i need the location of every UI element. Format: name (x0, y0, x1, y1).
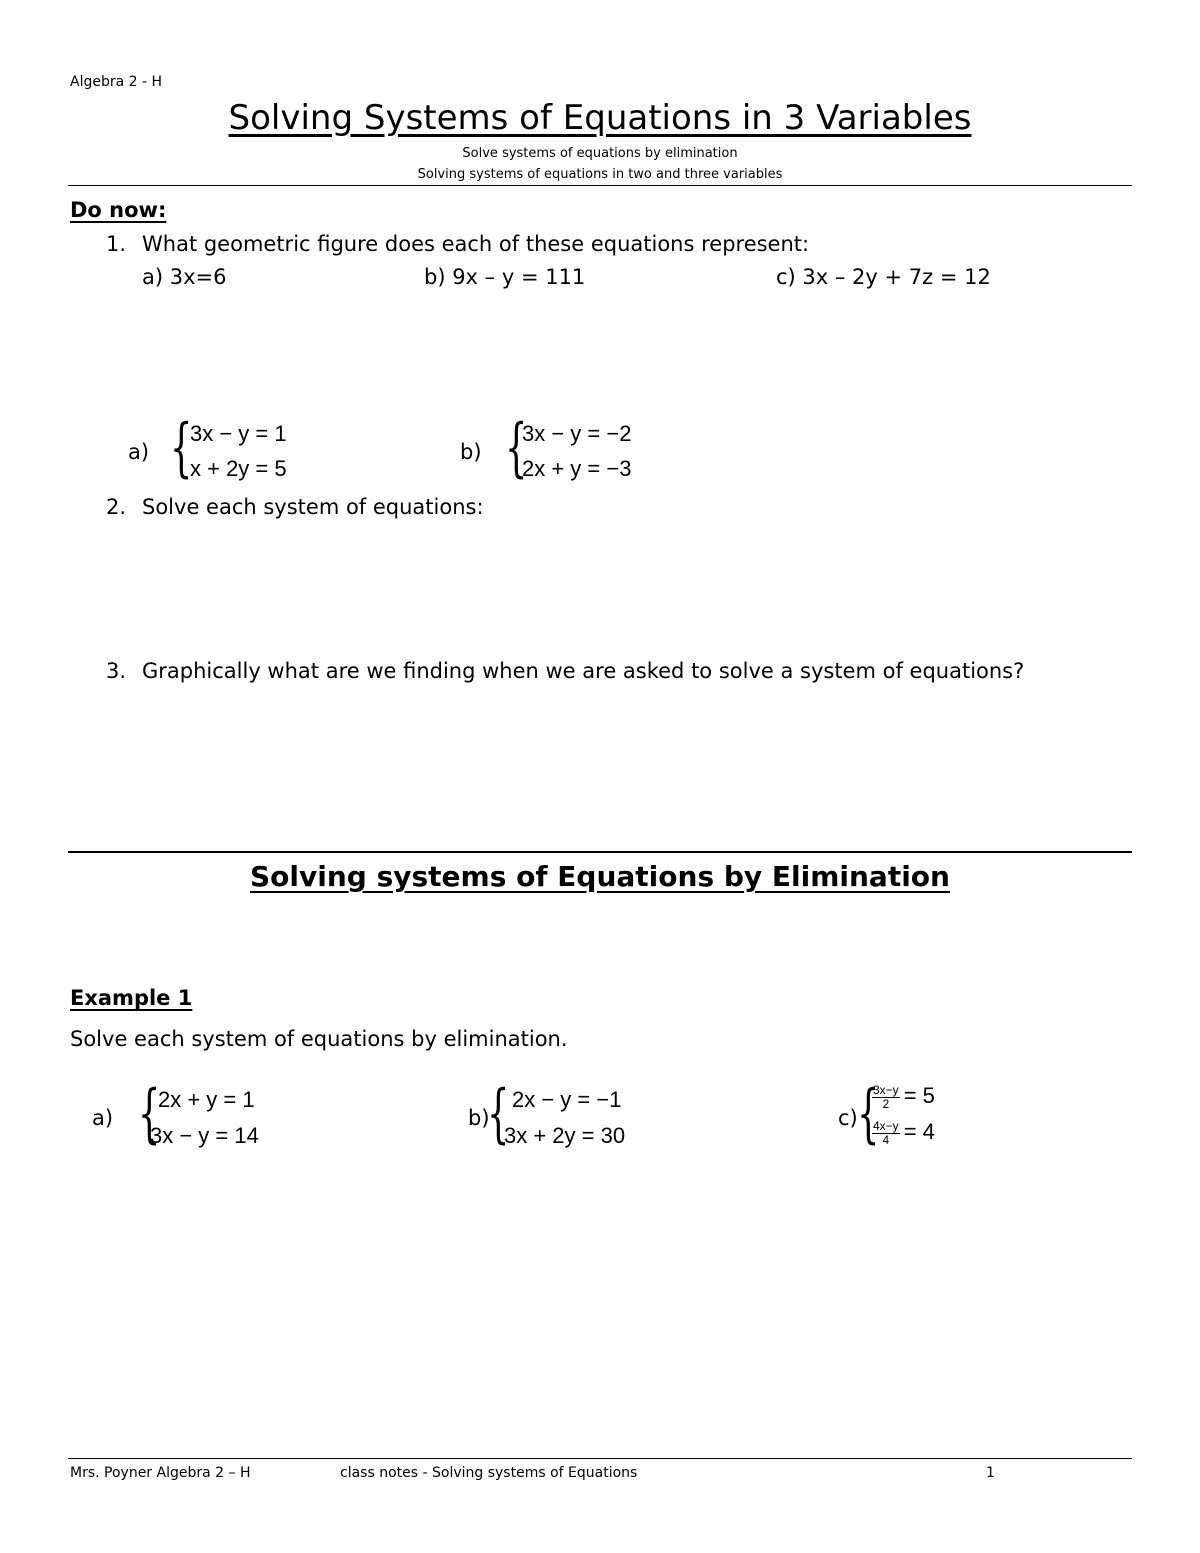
system-b-eq2: 2x + y = −3 (522, 456, 632, 481)
example-c-eq1 (872, 1083, 935, 1110)
q1-number: 1. (106, 232, 127, 256)
example-b-brace: { (487, 1077, 510, 1151)
do-now-heading: Do now: (70, 198, 167, 222)
system-a-eq1: 3x − y = 1 (190, 421, 287, 446)
q1-part-a: a) 3x=6 (142, 265, 227, 289)
example-c-fraction-2 (872, 1120, 900, 1146)
system-a-eq2: x + 2y = 5 (190, 456, 287, 481)
example-c-rhs-1: = 5 (903, 1083, 935, 1108)
q3-text: Graphically what are we finding when we are asked to solve a system of equations? (142, 659, 1025, 683)
q3-number: 3. (106, 659, 127, 683)
footer-description: class notes - Solving systems of Equations (340, 1465, 638, 1481)
example-c-rhs-2: = 4 (903, 1119, 935, 1144)
example-b-label: b) (468, 1106, 490, 1130)
course-label: Algebra 2 - H (70, 74, 163, 90)
example-a-eq1: 2x + y = 1 (158, 1087, 255, 1112)
system-a-brace: { (170, 411, 193, 485)
objective-2: Solving systems of equations in two and three variables (417, 167, 783, 182)
footer-divider (68, 1458, 1132, 1459)
example-b-eq1: 2x − y = −1 (512, 1087, 622, 1112)
example-b-eq2: 3x + 2y = 30 (504, 1123, 626, 1148)
example-a-eq2: 3x − y = 14 (150, 1123, 259, 1148)
section-divider (68, 851, 1132, 853)
example-heading: Example 1 (70, 986, 193, 1010)
page-number: 1 (986, 1465, 995, 1481)
example-c-denominator-2: 4 (882, 1132, 890, 1147)
example-instruction: Solve each system of equations by elimination. (70, 1027, 568, 1051)
q1-part-b: b) 9x – y = 111 (424, 265, 586, 289)
system-b-label: b) (460, 440, 482, 464)
system-b-eq1: 3x − y = −2 (522, 421, 632, 446)
q1-text: What geometric figure does each of these equations represent: (142, 232, 810, 256)
example-a-label: a) (92, 1106, 114, 1130)
system-a-label: a) (128, 440, 150, 464)
example-c-eq2 (872, 1119, 935, 1146)
footer-author: Mrs. Poyner Algebra 2 – H (70, 1465, 251, 1481)
example-c-numerator-1: 3x−y (873, 1083, 899, 1098)
header-divider (68, 185, 1132, 186)
example-c-fraction-1 (872, 1084, 900, 1110)
q2-number: 2. (106, 495, 127, 519)
example-c-denominator-1: 2 (882, 1096, 890, 1111)
example-a-brace: { (138, 1077, 161, 1151)
page-title: Solving Systems of Equations in 3 Variables (228, 98, 972, 138)
system-b-brace: { (505, 411, 528, 485)
q2-text: Solve each system of equations: (142, 495, 484, 519)
q1-part-c: c) 3x – 2y + 7z = 12 (776, 265, 991, 289)
example-c-numerator-2: 4x−y (873, 1119, 899, 1134)
section-title: Solving systems of Equations by Elimination (250, 860, 950, 893)
example-c-label: c) (838, 1106, 858, 1130)
example-c-brace: { (857, 1077, 880, 1151)
objective-1: Solve systems of equations by elimination (462, 146, 738, 161)
